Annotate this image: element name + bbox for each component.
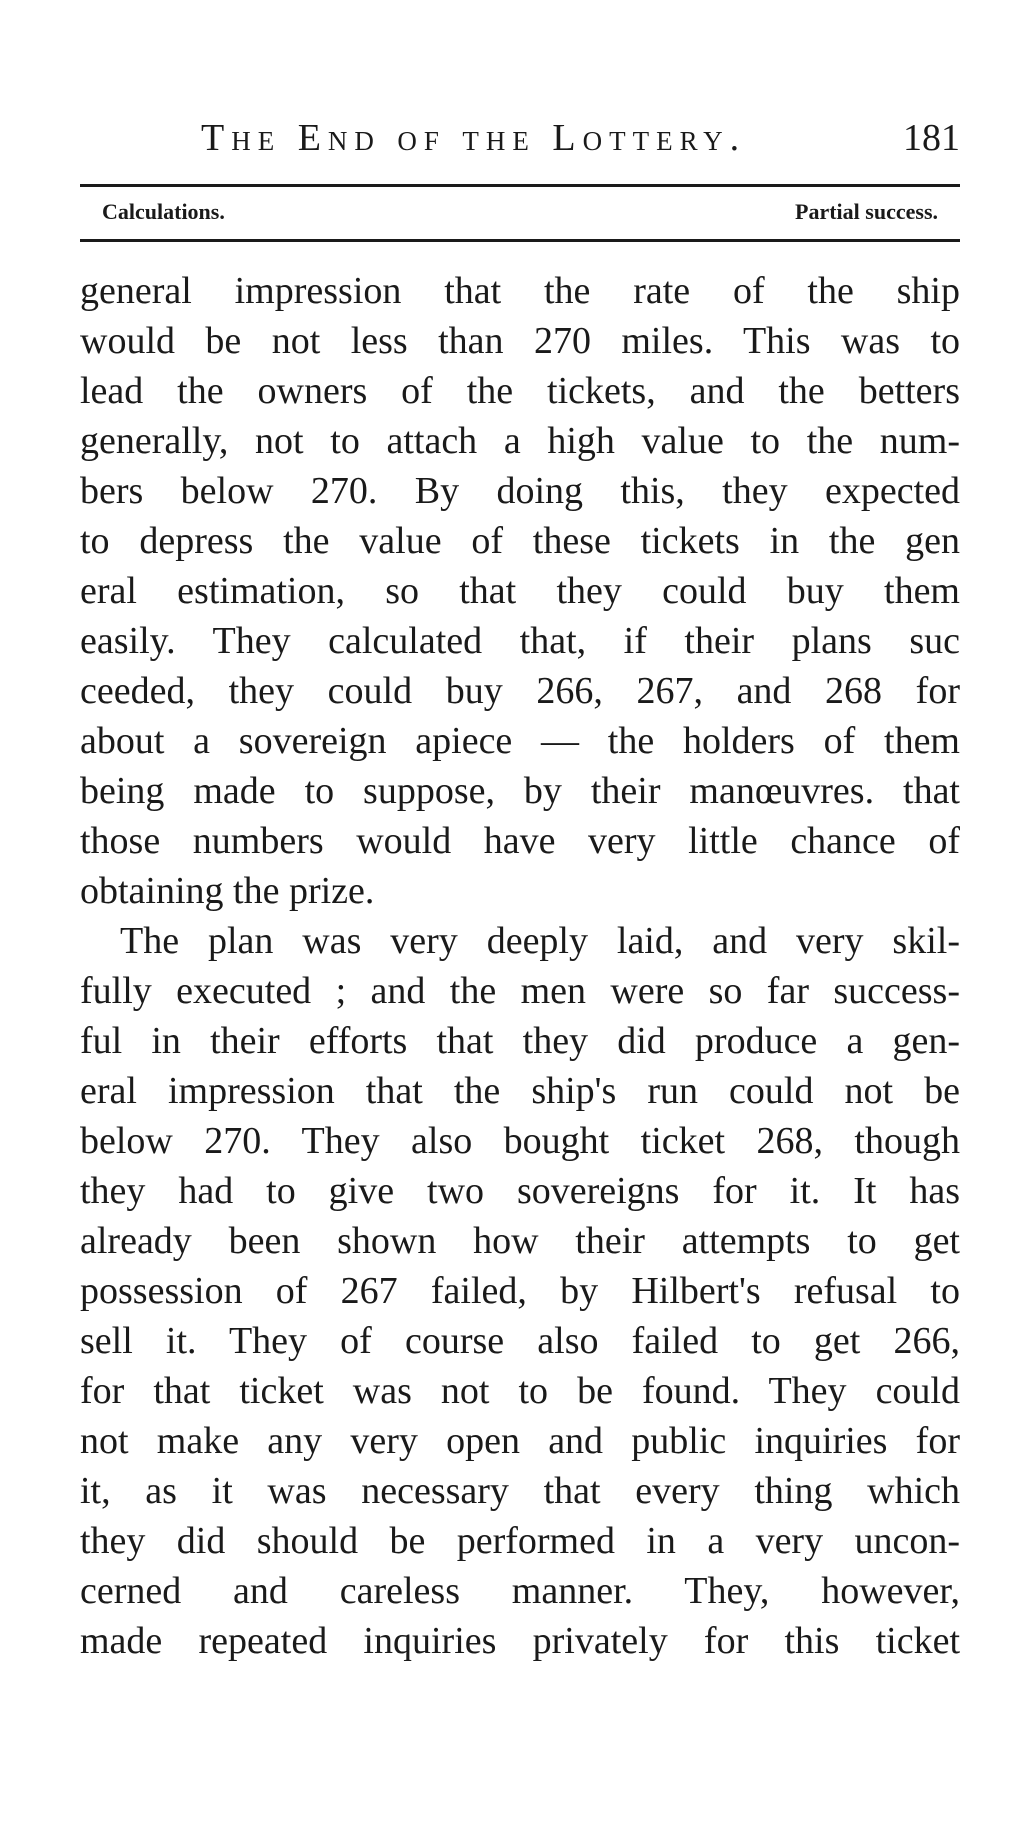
running-head (80, 112, 960, 164)
text-line: cerned and careless manner. They, however, (80, 1570, 960, 1612)
header-rule-bottom (80, 239, 960, 242)
text-line: possession of 267 failed, by Hilbert's refusal to (80, 1270, 960, 1312)
header-rule-top (80, 184, 960, 187)
text-line: below 270. They also bought ticket 268, though (80, 1120, 960, 1162)
chapter-title: The End of the Lottery. (201, 117, 747, 159)
text-line: general impression that the rate of the ship (80, 270, 960, 312)
text-line: to depress the value of these tickets in the gen (80, 520, 960, 562)
text-line: easily. They calculated that, if their plans suc (80, 620, 960, 662)
text-line: about a sovereign apiece — the holders of them (80, 720, 960, 762)
text-line: it, as it was necessary that every thing which (80, 1470, 960, 1512)
text-line: fully executed ; and the men were so far success- (80, 970, 960, 1012)
text-line: for that ticket was not to be found. They could (80, 1370, 960, 1412)
paragraph (80, 916, 960, 1666)
text-line: they had to give two sovereigns for it. It has (80, 1170, 960, 1212)
text-line: they did should be performed in a very uncon- (80, 1520, 960, 1562)
text-line: made repeated inquiries privately for this ticket (80, 1620, 960, 1662)
text-line: ful in their efforts that they did produce a gen- (80, 1020, 960, 1062)
text-line: already been shown how their attempts to get (80, 1220, 960, 1262)
left-subhead: Calculations. (102, 199, 225, 224)
text-line: would be not less than 270 miles. This was to (80, 320, 960, 362)
text-line: generally, not to attach a high value to the num- (80, 420, 960, 462)
text-line: eral impression that the ship's run could not be (80, 1070, 960, 1112)
text-line: eral estimation, so that they could buy them (80, 570, 960, 612)
subhead-row (80, 196, 960, 228)
text-line: ceeded, they could buy 266, 267, and 268 for (80, 670, 960, 712)
body-text (80, 266, 960, 1666)
text-line: obtaining the prize. (80, 870, 375, 912)
paragraph (80, 266, 960, 916)
right-subhead: Partial success. (795, 199, 938, 224)
text-line: sell it. They of course also failed to get 266, (80, 1320, 960, 1362)
text-line: The plan was very deeply laid, and very skil- (120, 920, 960, 962)
text-line: lead the owners of the tickets, and the betters (80, 370, 960, 412)
page-number: 181 (903, 117, 960, 159)
text-line: not make any very open and public inquiries for (80, 1420, 960, 1462)
text-line: bers below 270. By doing this, they expected (80, 470, 960, 512)
text-line: those numbers would have very little chance of (80, 820, 960, 862)
text-line: being made to suppose, by their manœuvres. that (80, 770, 960, 812)
